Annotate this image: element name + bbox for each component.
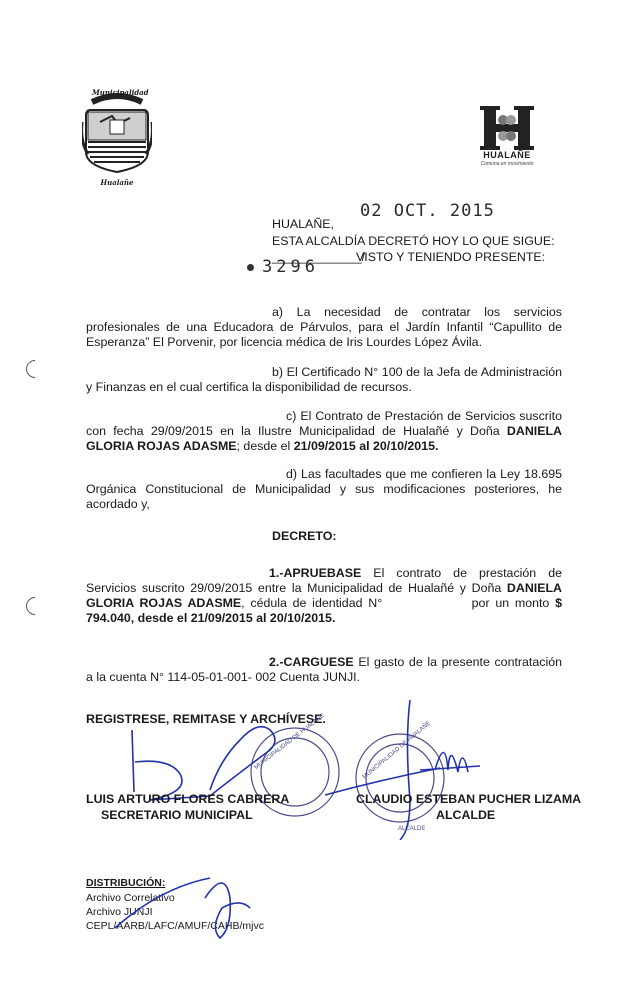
hualane-h-logo <box>478 106 536 150</box>
decree-number: 3296 <box>262 257 319 277</box>
consideration-a: a) La necesidad de contratar los servicios profesionales de una Educadora de Párvulos, para el Jardín Infantil “Capullito de Esperanza” El Porvenir, por licencia médica de Iris Lourdes López Ávila. <box>86 305 562 349</box>
blank-line: _____________/ <box>272 250 366 264</box>
place-label: HUALAÑE, <box>272 217 334 231</box>
decree-intro: ESTA ALCALDÍA DECRETÓ HOY LO QUE SIGUE: <box>272 234 555 248</box>
consideration-d: d) Las facultades que me confieren la Ley 18.695 Orgánica Constitucional de Municipalidad y sus modificaciones posteriores, he acordado y, <box>86 467 562 511</box>
hualane-logo-name: HUALAÑE <box>483 150 531 160</box>
municipal-crest-logo <box>82 92 152 180</box>
distribution-initials-signature <box>110 868 280 948</box>
date-stamp: 02 OCT. 2015 <box>360 201 495 221</box>
distribution-line: Archivo JUNJI <box>86 906 153 918</box>
svg-text:MUNICIPALIDAD DE HUALAÑE: MUNICIPALIDAD DE HUALAÑE <box>253 712 326 771</box>
consideration-c: c) El Contrato de Prestación de Servicios suscrito con fecha 29/09/2015 en la Ilustre Municipalidad de Hualañé y Doña DANIELA GLORIA ROJAS ADASME; desde el 21/09/2015 al 20/10/2015. <box>86 409 562 453</box>
stamp-dot <box>247 264 254 271</box>
closing-line: REGISTRESE, REMITASE Y ARCHÍVESE. <box>86 712 326 726</box>
consideration-b: b) El Certificado N° 100 de la Jefa de Administración y Finanzas en el cual certifica la disponibilidad de recursos. <box>86 365 562 394</box>
decree-item-1: 1.-APRUEBASE El contrato de prestación de Servicios suscrito 29/09/2015 entre la Municipalidad de Hualañé y Doña DANIELA GLORIA ROJAS ADASME, cédula de identidad N° por un monto $ 794.040, desde el 21/09/2015 al 20/10/2015. <box>86 566 562 625</box>
distribution-line: Archivo Correlativo <box>86 892 175 904</box>
svg-text:ALCALDE: ALCALDE <box>398 826 426 832</box>
decree-item-2: 2.-CARGUESE El gasto de la presente contratación a la cuenta N° 114-05-01-001- 002 Cuenta JUNJI. <box>86 655 562 684</box>
distribution-title: DISTRIBUCIÓN: <box>86 877 166 889</box>
punch-hole-mark <box>22 356 47 381</box>
crest-top-text: Municipalidad <box>92 88 149 97</box>
decree-title: DECRETO: <box>272 529 337 543</box>
crest-bottom-text: Hualañe <box>100 178 134 187</box>
right-signatory-title: ALCALDE <box>436 808 496 822</box>
right-signatory-name: CLAUDIO ESTEBAN PUCHER LIZAMA <box>356 792 582 806</box>
hualane-logo-tagline: Comuna en movimiento <box>480 161 534 167</box>
visto-label: VISTO Y TENIENDO PRESENTE: <box>356 250 546 264</box>
punch-hole-mark <box>22 593 47 618</box>
left-signatory-name: LUIS ARTURO FLORES CABRERA <box>86 792 290 806</box>
svg-text:MUNICIPALIDAD DE HUALAÑE: MUNICIPALIDAD DE HUALAÑE <box>361 720 433 781</box>
distribution-line: CEPL/AARB/LAFC/AMUF/CAHB/mjvc <box>86 920 264 932</box>
left-signatory-title: SECRETARIO MUNICIPAL <box>101 808 253 822</box>
